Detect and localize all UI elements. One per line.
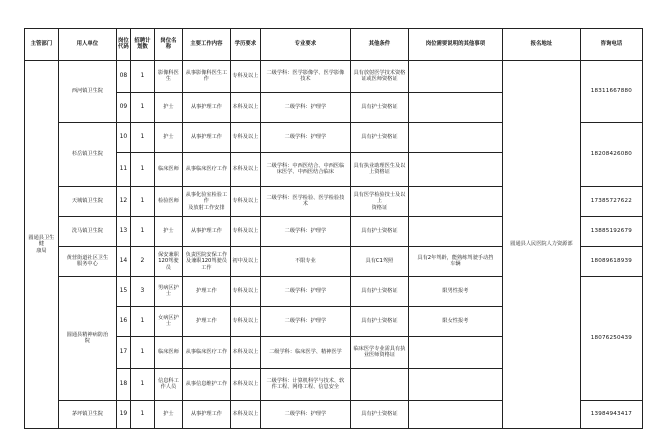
row-edu: 本科及以上: [230, 400, 261, 429]
row-post: 检验医师: [154, 186, 183, 217]
row-other: 具有C1驾照: [350, 246, 409, 277]
row-major: 二级学科：护理学: [260, 276, 351, 307]
row-plan: 2: [130, 246, 155, 277]
row-code: 09: [116, 92, 131, 123]
row-duty: 从事护理工作: [182, 122, 231, 153]
row-duty: 护理工作: [182, 276, 231, 307]
row-duty: 从事临床医疗工作: [182, 152, 231, 187]
row-edu: 专科及以上: [230, 276, 261, 307]
header-dept: 主管部门: [24, 28, 59, 61]
row-post: 护士: [154, 122, 183, 153]
row-note: [408, 92, 503, 123]
row-major: 二级学科：护理学: [260, 306, 351, 337]
row-code: 14: [116, 246, 131, 277]
row-major: 二级学科：护理学: [260, 122, 351, 153]
row-post: 信息科工 作人员: [154, 368, 183, 401]
row-plan: 1: [130, 216, 155, 247]
row-post: 临床医师: [154, 336, 183, 369]
row-edu: 初中及以上: [230, 246, 261, 277]
recruitment-table: [24, 28, 642, 426]
phone-cell: 13885192679: [580, 216, 643, 247]
row-other: 具有护士资格证: [350, 216, 409, 247]
row-note: [408, 152, 503, 187]
row-code: 12: [116, 186, 131, 217]
row-other: 具有护士资格证: [350, 122, 409, 153]
row-major: 不限专业: [260, 246, 351, 277]
row-edu: 专科及以上: [230, 186, 261, 217]
row-code: 15: [116, 276, 131, 307]
row-post: 保安兼职 120驾驶 员: [154, 246, 183, 277]
row-duty: 从事信息维护工作: [182, 368, 231, 401]
row-note: [408, 400, 503, 429]
row-duty: 从事护理工作: [182, 216, 231, 247]
row-plan: 1: [130, 152, 155, 187]
row-plan: 1: [130, 92, 155, 123]
row-plan: 3: [130, 276, 155, 307]
header-plan: 招聘计 划数: [130, 28, 155, 61]
row-note: 限男性报考: [408, 276, 503, 307]
row-other: 临床医学专业需具有执 业医师资格证: [350, 336, 409, 369]
phone-cell: 13984943417: [580, 400, 643, 429]
phone-cell: 18089618939: [580, 246, 643, 277]
row-other: 具有护士资格证: [350, 306, 409, 337]
row-plan: 1: [130, 400, 155, 429]
phone-cell: 17385727622: [580, 186, 643, 217]
row-edu: 本科及以上: [230, 152, 261, 187]
row-post: 女病区护 士: [154, 306, 183, 337]
row-post: 影像科医 生: [154, 60, 183, 93]
row-code: 10: [116, 122, 131, 153]
row-duty: 从事护理工作: [182, 92, 231, 123]
dept-cell: 圆通县卫生健 康局: [24, 60, 59, 429]
row-edu: 专科及以上: [230, 216, 261, 247]
row-major: 二级学科：计算机科学与技术、软 件工程、网络工程、信息安全: [260, 368, 351, 401]
row-code: 11: [116, 152, 131, 187]
row-plan: 1: [130, 122, 155, 153]
row-code: 16: [116, 306, 131, 337]
row-code: 18: [116, 368, 131, 401]
row-edu: 专科及以上: [230, 122, 261, 153]
header-code: 岗位 代码: [116, 28, 131, 61]
row-code: 17: [116, 336, 131, 369]
row-other: 具有护士资格证: [350, 400, 409, 429]
row-note: [408, 368, 503, 401]
row-note: 限女性报考: [408, 306, 503, 337]
row-duty: 负责医院安保工作 及兼职120驾驶员 工作: [182, 246, 231, 277]
row-major: 二级学科：中西医结合、中西医临 床医学、中西医结合临床: [260, 152, 351, 187]
row-code: 19: [116, 400, 131, 429]
row-note: [408, 336, 503, 369]
row-duty: 从事影像科医生工作: [182, 60, 231, 93]
row-edu: 本科及以上: [230, 336, 261, 369]
header-unit: 用人单位: [58, 28, 117, 61]
row-post: 临床医师: [154, 152, 183, 187]
row-major: 二级学科：医学检验、医学检验技 术: [260, 186, 351, 217]
row-note: [408, 122, 503, 153]
unit-cell: 西河镇卫生院: [58, 60, 117, 123]
row-note: [408, 186, 503, 217]
phone-cell: 18076250439: [580, 276, 643, 401]
phone-cell: 18208426080: [580, 122, 643, 187]
row-edu: 本科及以上: [230, 92, 261, 123]
address-cell: 圆通县人民医院人力资源部: [502, 60, 581, 429]
row-code: 13: [116, 216, 131, 247]
header-tel: 咨询电话: [580, 28, 643, 61]
row-edu: 本科及以上: [230, 368, 261, 401]
row-duty: 护理工作: [182, 306, 231, 337]
unit-cell: 天城镇卫生院: [58, 186, 117, 217]
row-major: 二级学科：护理学: [260, 216, 351, 247]
row-plan: 1: [130, 60, 155, 93]
row-note: [408, 60, 503, 93]
row-edu: 专科及以上: [230, 306, 261, 337]
header-duty: 主要工作内容: [182, 28, 231, 61]
unit-cell: 黄营街道社区卫生 服务中心: [58, 246, 117, 277]
row-post: 护士: [154, 216, 183, 247]
header-post: 岗位名 称: [154, 28, 183, 61]
row-duty: 从事化验室检验工作 及放射工作安排: [182, 186, 231, 217]
row-other: [350, 368, 409, 401]
row-major: 二级学科：医学影像学、医学影像 技术: [260, 60, 351, 93]
row-edu: 专科及以上: [230, 60, 261, 93]
row-plan: 1: [130, 336, 155, 369]
row-other: 具有护士资格证: [350, 92, 409, 123]
header-addr: 报名地址: [502, 28, 581, 61]
row-note: [408, 216, 503, 247]
row-major: 二级学科：临床医学、精神医学: [260, 336, 351, 369]
unit-cell: 杉岳镇卫生院: [58, 122, 117, 187]
header-note: 岗位需要说明的其他事项: [408, 28, 503, 61]
header-other: 其他条件: [350, 28, 409, 61]
row-post: 护士: [154, 92, 183, 123]
row-other: 具有执业助理医生及以 上资格证: [350, 152, 409, 187]
unit-cell: 茅坪镇卫生院: [58, 400, 117, 429]
header-major: 专业要求: [260, 28, 351, 61]
row-other: 具有医学检验技士及以上 资格证: [350, 186, 409, 217]
row-other: 具有护士资格证: [350, 276, 409, 307]
unit-cell: 圆通县精神病防治 院: [58, 276, 117, 401]
row-plan: 1: [130, 368, 155, 401]
row-other: 具有放射医学技术资格 证或医师资格证: [350, 60, 409, 93]
phone-cell: 18311667880: [580, 60, 643, 123]
row-plan: 1: [130, 306, 155, 337]
header-edu: 学历要求: [230, 28, 261, 61]
row-post: 护士: [154, 400, 183, 429]
unit-cell: 洗马镇卫生院: [58, 216, 117, 247]
row-duty: 从事护理工作: [182, 400, 231, 429]
row-major: 二级学科：护理学: [260, 400, 351, 429]
row-post: 男病区护 士: [154, 276, 183, 307]
row-code: 08: [116, 60, 131, 93]
row-plan: 1: [130, 186, 155, 217]
row-major: 二级学科：护理学: [260, 92, 351, 123]
row-note: 具有2年驾龄，能熟练驾驶手动挡 车辆: [408, 246, 503, 277]
row-duty: 从事临床医疗工作: [182, 336, 231, 369]
